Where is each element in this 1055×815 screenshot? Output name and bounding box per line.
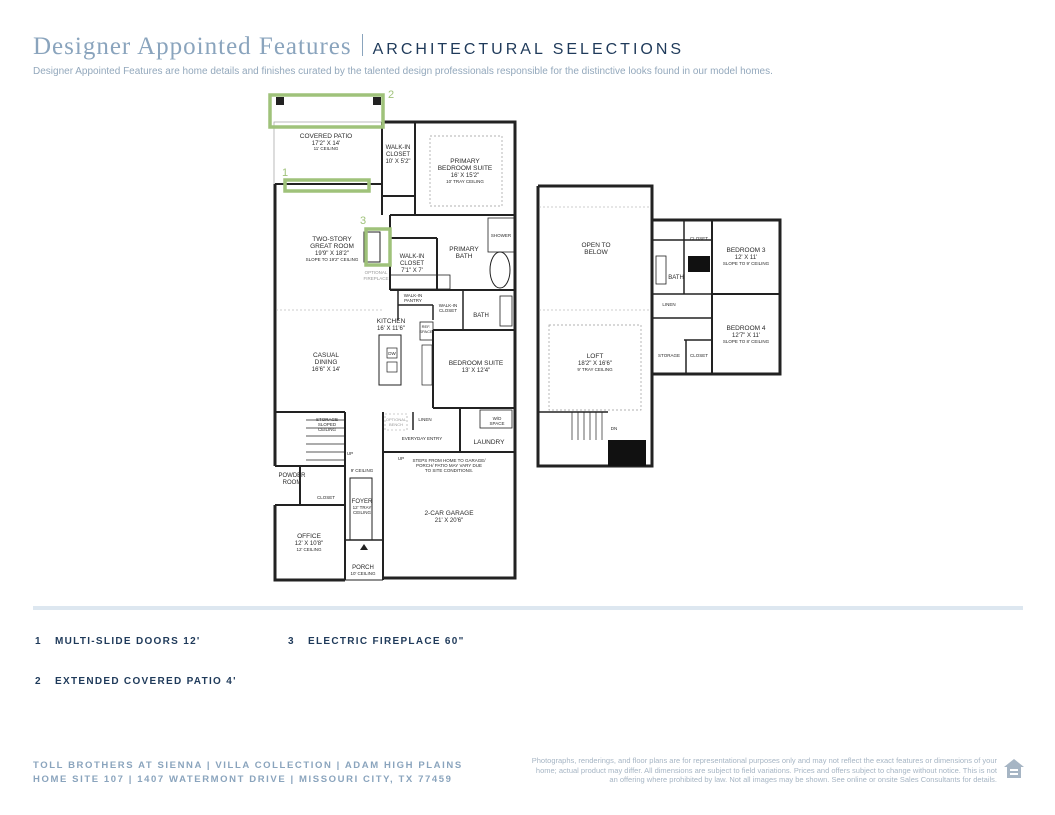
callout-number-3: 3 — [360, 215, 367, 227]
feature-number: 2 — [35, 676, 42, 687]
label-wd-space: W/D — [492, 416, 502, 421]
ceiling-loft: 9' TRAY CEILING — [577, 367, 613, 372]
label-linen-first: LINEN — [418, 417, 432, 422]
callout-1-multislide — [285, 180, 369, 191]
ceiling-bedroom-3: SLOPE TO 9' CEILING — [722, 261, 770, 266]
ceiling-bedroom-4: SLOPE TO 8' CEILING — [722, 339, 770, 344]
feature-label: MULTI-SLIDE DOORS 12' — [55, 636, 201, 647]
label-great-room-2: GREAT ROOM — [310, 243, 354, 250]
label-dn: DN — [610, 426, 618, 431]
label-storage-ceiling: CEILING — [317, 427, 337, 432]
ceiling-primary-bedroom: 10' TRAY CEILING — [446, 179, 484, 184]
label-sloped: SLOPED — [317, 422, 337, 427]
dim-bedroom-3: 12' X 11' — [734, 255, 758, 261]
label-dw: DW — [388, 351, 396, 356]
label-storage-second: STORAGE — [658, 353, 680, 358]
section-divider — [33, 606, 1023, 610]
label-closet-2: CLOSET — [399, 261, 425, 267]
callout-3-fireplace — [366, 229, 390, 265]
label-porch: PORCH — [352, 565, 374, 571]
label-bath-first: BATH — [473, 313, 489, 319]
label-closet-second: CLOSET — [689, 353, 709, 358]
label-casual-dining: CASUAL — [312, 352, 340, 359]
label-everyday-entry: EVERYDAY ENTRY — [401, 436, 443, 441]
feature-label: ELECTRIC FIREPLACE 60" — [308, 636, 465, 647]
feature-item-2 — [35, 676, 237, 687]
ceiling-great-room: SLOPE TO 19'2" CEILING — [305, 257, 359, 262]
dim-kitchen: 16' X 11'6" — [377, 326, 405, 332]
label-closet-first: CLOSET — [316, 495, 336, 500]
dim-primary-bedroom: 16' X 15'2" — [450, 173, 480, 179]
label-bedroom-4: BEDROOM 4 — [726, 325, 766, 332]
footer-address: HOME SITE 107 | 1407 WATERMONT DRIVE | MISSOURI CITY, TX 77459 — [33, 774, 453, 785]
label-walk-in-closet-3: WALK-IN — [438, 303, 458, 308]
label-wd-space-2: SPACE — [489, 421, 505, 426]
section-title: ARCHITECTURAL SELECTIONS — [372, 41, 685, 58]
dim-casual-dining: 16'6" X 14' — [311, 367, 341, 373]
label-garage-note-2: PORCH/ PATIO MAY VARY DUE — [416, 463, 482, 468]
label-covered-patio: COVERED PATIO — [299, 133, 353, 140]
dim-walk-in-closet-primary: 10' X 5'2" — [385, 159, 411, 165]
label-fireplace-2: FIREPLACE — [363, 276, 389, 281]
equal-housing-icon — [1002, 757, 1026, 781]
label-ref-space: REF. — [421, 324, 431, 329]
label-pantry: PANTRY — [404, 298, 422, 303]
label-closet-bedroom3: CLOSET — [689, 236, 709, 241]
label-below: BELOW — [584, 249, 608, 256]
ceiling-porch: 10' CEILING — [350, 571, 376, 576]
dim-walk-in-closet-2: 7'1" X 7' — [401, 268, 423, 274]
label-office: OFFICE — [297, 533, 321, 540]
label-primary-bath-2: BATH — [455, 253, 473, 260]
label-garage: 2-CAR GARAGE — [424, 510, 474, 517]
label-powder-room-2: ROOM — [282, 480, 302, 486]
label-bedroom-3: BEDROOM 3 — [726, 247, 766, 254]
label-garage-note-1: STEPS FROM HOME TO GARAGE/ — [412, 458, 486, 463]
label-optional-bench: OPTIONAL — [385, 417, 407, 422]
label-shower: SHOWER — [490, 233, 512, 238]
feature-item-3 — [288, 636, 465, 647]
ceiling-office: 12' CEILING — [296, 547, 322, 552]
label-bedroom-suite: BEDROOM SUITE — [448, 360, 504, 367]
dim-office: 12' X 10'8" — [294, 541, 324, 547]
feature-label: EXTENDED COVERED PATIO 4' — [55, 676, 237, 687]
dim-great-room: 19'9" X 18'2" — [315, 251, 349, 257]
dim-loft: 18'2" X 16'6" — [578, 361, 612, 367]
label-primary-bath: PRIMARY — [449, 246, 479, 253]
label-laundry: LAUNDRY — [473, 439, 505, 446]
label-up-stairs: UP — [346, 451, 354, 456]
label-garage-note-3: TO SITE CONDITIONS. — [424, 468, 474, 473]
label-up-entry: UP — [397, 456, 405, 461]
page-title: Designer Appointed Features — [33, 33, 352, 60]
label-great-room: TWO-STORY — [312, 236, 352, 243]
label-bath-second: BATH — [668, 275, 684, 281]
label-ref-space-2: SPACE — [419, 329, 433, 334]
label-linen-second: LINEN — [662, 302, 676, 307]
label-primary-bedroom-suite: BEDROOM SUITE — [437, 165, 493, 172]
label-walk-in-pantry: WALK-IN — [403, 293, 423, 298]
label-closet-3: CLOSET — [438, 308, 458, 313]
feature-item-1 — [35, 636, 201, 647]
label-dining: DINING — [314, 359, 338, 366]
dim-garage: 21' X 20'6" — [434, 518, 464, 524]
page-description: Designer Appointed Features are home details and finishes curated by the talented design professionals responsible for the distinctive looks found in our model homes. — [33, 66, 773, 77]
label-foyer-ceiling: CEILING — [352, 510, 372, 515]
label-loft: LOFT — [586, 353, 604, 360]
dim-covered-patio: 17'2" X 14' — [311, 141, 341, 147]
footer-disclaimer: Photographs, renderings, and floor plans are for representational purposes only and may not reflect the exact features or dimensions of your home; actual product may differ. All dimensions are subject to field variations. Prices and offers subject to change without notice. This is not an offering where prohibited by law. Not all images may be shown. See online or onsite Sales Consultants for details. — [531, 756, 997, 784]
dim-bedroom-suite: 13' X 12'4" — [461, 368, 491, 374]
label-walk-in-closet-2: WALK-IN — [399, 254, 425, 260]
second-floor-labels — [577, 236, 769, 431]
ceiling-covered-patio: 11' CEILING — [313, 146, 339, 151]
label-open-to-below: OPEN TO — [581, 242, 611, 249]
label-closet-primary: CLOSET — [385, 152, 411, 158]
label-primary-bedroom: PRIMARY — [450, 158, 480, 165]
label-fireplace: OPTIONAL — [364, 270, 388, 275]
dim-bedroom-4: 12'7" X 11' — [732, 333, 760, 339]
feature-number: 3 — [288, 636, 295, 647]
label-foyer-tray: 12' TRAY — [352, 505, 372, 510]
label-bench: BENCH — [388, 422, 404, 427]
label-foyer: FOYER — [351, 499, 373, 505]
label-powder-room: POWDER — [278, 473, 306, 479]
label-nine-ceiling: 9' CEILING — [350, 468, 374, 473]
label-storage: STORAGE — [316, 417, 338, 422]
first-floor-labels — [279, 133, 512, 576]
feature-number: 1 — [35, 636, 42, 647]
footer-community: TOLL BROTHERS AT SIENNA | VILLA COLLECTION | ADAM HIGH PLAINS — [33, 760, 463, 771]
callout-number-2: 2 — [388, 89, 395, 101]
label-kitchen: KITCHEN — [376, 318, 406, 325]
callout-number-1: 1 — [282, 167, 289, 179]
label-walk-in-closet-primary: WALK-IN — [385, 145, 411, 151]
